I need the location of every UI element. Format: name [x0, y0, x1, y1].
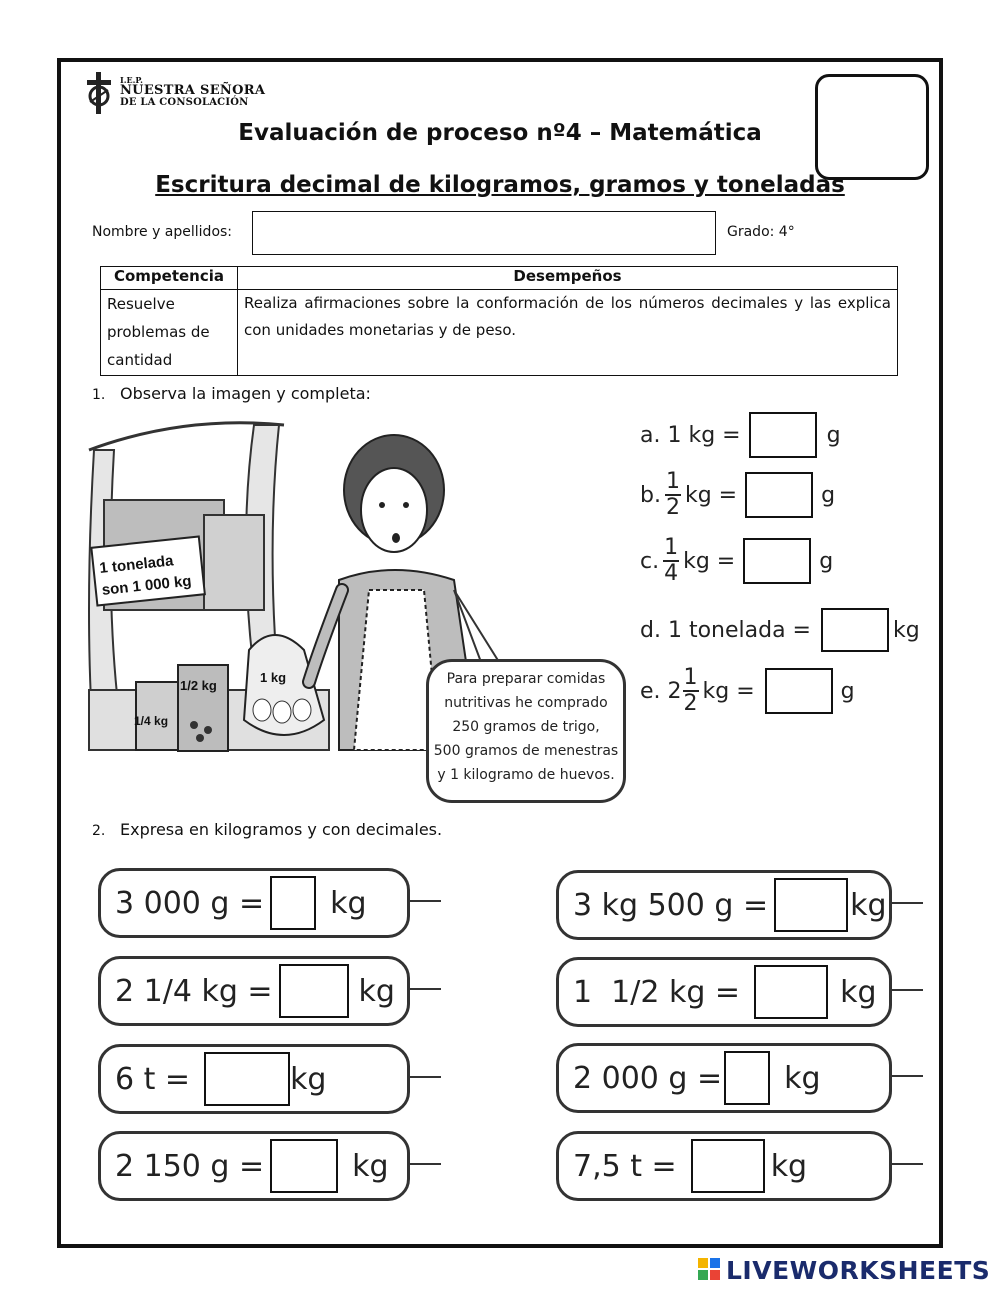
- q2-unit: kg: [352, 1148, 389, 1184]
- connector-line: [409, 1076, 441, 1078]
- mixed-whole: 2: [667, 678, 682, 704]
- competencia-cell: [101, 290, 238, 376]
- competencia-header: Competencia: [101, 267, 238, 290]
- q2-left-item: [98, 1131, 410, 1201]
- q2-lhs: 1 1/2 kg =: [573, 974, 741, 1010]
- q2-lhs: 3 000 g =: [115, 885, 265, 921]
- liveworksheets-logo-icon: [698, 1258, 720, 1280]
- bag-quarter-label: 1/4 kg: [134, 714, 169, 728]
- truck-cab-icon: [204, 515, 264, 610]
- q2-unit: kg: [850, 887, 887, 923]
- q1-item-lhs: kg =: [683, 548, 736, 574]
- speech-bubble: [426, 659, 626, 803]
- bag-half-label: 1/2 kg: [180, 678, 217, 693]
- question-1-number: 1.: [92, 387, 106, 403]
- desempenos-header: Desempeños: [238, 267, 898, 290]
- q2-answer-box[interactable]: [204, 1052, 290, 1106]
- q2-lhs: 3 kg 500 g =: [573, 887, 769, 923]
- school-name-line2: DE LA CONSOLACIÓN: [120, 97, 249, 109]
- fraction-num: 1: [665, 469, 680, 494]
- bubble-line: nutritivas he comprado: [444, 695, 608, 711]
- q2-unit: kg: [840, 974, 877, 1010]
- competencia-line: Resuelve: [107, 295, 175, 313]
- q1-answer-a[interactable]: [749, 412, 817, 458]
- q1-item-lhs: kg =: [684, 482, 738, 508]
- ton-sign-line2: son 1 000 kg: [100, 572, 193, 599]
- q2-unit: kg: [330, 885, 367, 921]
- connector-line: [891, 989, 923, 991]
- q1-item-unit: g: [821, 482, 836, 508]
- q1-item-letter: c.: [640, 548, 660, 574]
- page-title: Evaluación de proceso nº4 – Matemática: [238, 120, 762, 146]
- q1-item-letter: d.: [640, 617, 661, 643]
- question-2-number: 2.: [92, 823, 106, 839]
- bubble-line: Para preparar comidas: [446, 671, 606, 687]
- q2-right-item: [556, 1043, 892, 1113]
- q2-answer-box[interactable]: [754, 965, 828, 1019]
- fraction-num: 1: [683, 665, 698, 690]
- q1-answer-e[interactable]: [765, 668, 833, 714]
- q2-answer-box[interactable]: [774, 878, 848, 932]
- q2-answer-box[interactable]: [724, 1051, 770, 1105]
- q2-answer-box[interactable]: [270, 1139, 338, 1193]
- q1-item-c: [640, 536, 833, 586]
- bag-eggs-label: 1 kg: [260, 670, 287, 685]
- fraction-den: 4: [664, 561, 679, 586]
- ton-sign-line1: 1 tonelada: [98, 552, 175, 578]
- question-1-label: [92, 384, 371, 403]
- q1-answer-d[interactable]: [821, 608, 889, 652]
- q1-answer-b[interactable]: [745, 472, 813, 518]
- q1-item-letter: b.: [640, 482, 661, 508]
- connector-line: [891, 1163, 923, 1165]
- competencia-line: problemas de: [107, 323, 210, 341]
- q2-lhs: 2 1/4 kg =: [115, 973, 273, 1009]
- connector-line: [409, 988, 441, 990]
- school-logo-icon: [84, 72, 114, 114]
- q2-lhs: 6 t =: [115, 1061, 191, 1097]
- name-label: Nombre y apellidos:: [92, 224, 233, 240]
- q2-answer-box[interactable]: [279, 964, 349, 1018]
- q2-answer-box[interactable]: [691, 1139, 765, 1193]
- q1-item-lhs: kg =: [702, 678, 755, 704]
- q1-item-unit: g: [819, 548, 834, 574]
- q2-left-item: [98, 1044, 410, 1114]
- q1-item-unit: g: [840, 678, 855, 704]
- fraction-den: 2: [683, 691, 698, 716]
- q1-item-lhs: 1 tonelada =: [667, 617, 811, 643]
- brand-name: LIVEWORKSHEETS: [726, 1256, 991, 1285]
- question-2-label: [92, 820, 442, 839]
- grade-label: Grado: 4°: [727, 224, 795, 240]
- connector-line: [891, 902, 923, 904]
- bubble-line: y 1 kilogramo de huevos.: [437, 767, 615, 783]
- q2-unit: kg: [290, 1061, 327, 1097]
- q2-left-item: [98, 956, 410, 1026]
- bubble-line: 500 gramos de menestras: [433, 743, 619, 759]
- fraction: [663, 536, 679, 586]
- fraction: [665, 470, 681, 520]
- q2-unit: kg: [358, 973, 395, 1009]
- competencia-line: cantidad: [107, 351, 173, 369]
- competency-table: [100, 266, 898, 376]
- q1-item-d: [640, 608, 920, 652]
- q1-item-letter: a.: [640, 422, 661, 448]
- q2-left-item: [98, 868, 410, 938]
- fraction-num: 1: [664, 535, 679, 560]
- question-2-text: Expresa en kilogramos y con decimales.: [120, 820, 443, 839]
- name-input[interactable]: [252, 211, 716, 255]
- school-name-line1: NUESTRA SEÑORA: [120, 83, 266, 99]
- q1-item-letter: e.: [640, 678, 661, 704]
- connector-line: [891, 1075, 923, 1077]
- bubble-line: 250 gramos de trigo,: [452, 719, 600, 735]
- desempeno-cell: [238, 290, 898, 376]
- q2-unit: kg: [784, 1060, 821, 1096]
- q1-item-lhs: 1 kg =: [667, 422, 741, 448]
- q2-answer-box[interactable]: [270, 876, 316, 930]
- q1-item-unit: kg: [893, 617, 920, 643]
- q2-right-item: [556, 870, 892, 940]
- q1-item-b: [640, 470, 835, 520]
- desempeno-text: Realiza afirmaciones sobre la conformación de los números decimales y las explica con unidades monetarias y de peso.: [244, 294, 891, 339]
- q2-lhs: 7,5 t =: [573, 1148, 677, 1184]
- question-1-text: Observa la imagen y completa:: [120, 384, 371, 403]
- connector-line: [409, 1163, 441, 1165]
- connector-line: [409, 900, 441, 902]
- school-prefix: I.E.P.: [120, 75, 143, 85]
- q1-answer-c[interactable]: [743, 538, 811, 584]
- q2-right-item: [556, 1131, 892, 1201]
- q1-item-unit: g: [826, 422, 841, 448]
- q1-item-a: [640, 412, 841, 458]
- q2-unit: kg: [770, 1148, 808, 1184]
- fraction-den: 2: [665, 495, 680, 520]
- q2-lhs: 2 150 g =: [115, 1148, 265, 1184]
- q2-right-item: [556, 957, 892, 1027]
- q2-lhs: 2 000 g =: [573, 1060, 723, 1096]
- q1-item-e: [640, 666, 855, 716]
- school-name: [120, 76, 265, 109]
- page-subtitle: Escritura decimal de kilogramos, gramos y toneladas: [155, 172, 845, 198]
- fraction: [683, 666, 699, 716]
